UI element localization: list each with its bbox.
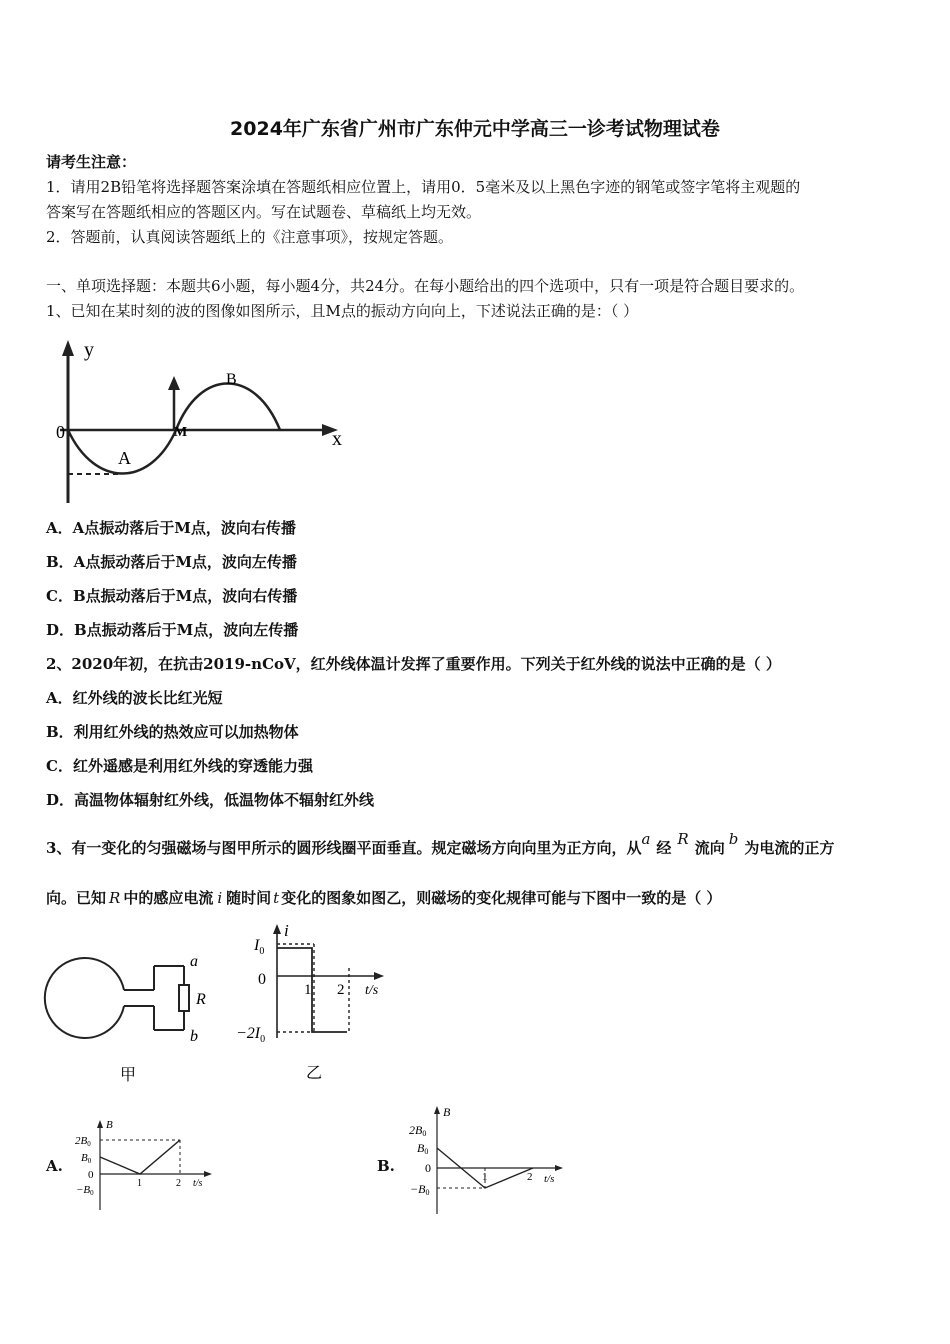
t-axis-arrow: [374, 972, 384, 980]
notice-line-3: 2．答题前，认真阅读答题纸上的《注意事项》，按规定答题。: [46, 228, 454, 246]
i0-label: [253, 937, 264, 957]
label-2b0-text-a: 2B: [75, 1135, 88, 1147]
q2-option-d[interactable]: D．高温物体辐射红外线，低温物体不辐射红外线: [46, 791, 375, 809]
label-zero-a: 0: [88, 1169, 94, 1181]
q3-stem-part1: 3、有一变化的匀强磁场与图甲所示的圆形线圈平面垂直。规定磁场方向向里为正方向，从: [46, 839, 642, 857]
symbol-r: R: [677, 830, 689, 848]
label-negb0-a: [76, 1184, 94, 1197]
coil-figure: [44, 948, 224, 1088]
b-axis-arrow-b: [434, 1106, 440, 1114]
neg-text: −2I: [236, 1025, 261, 1042]
resistor: [179, 985, 189, 1011]
q3-stem-part3: 流向: [694, 839, 725, 857]
neg-subscript: 0: [260, 1034, 266, 1045]
label-t-axis-b: t/s: [544, 1173, 555, 1185]
i-axis-arrow: [273, 924, 281, 934]
q3-stem-line-2: [46, 888, 721, 908]
y-axis-label: y: [84, 339, 94, 361]
label-b: b: [190, 1028, 198, 1045]
b-axis-arrow-a: [97, 1120, 103, 1128]
label-2b0-sub-b: 0: [422, 1129, 427, 1138]
symbol-b: b: [728, 830, 739, 848]
label-negb0-b: [410, 1182, 429, 1197]
notice-heading: 请考生注意：: [46, 153, 137, 171]
point-m-label: M: [174, 425, 188, 440]
i0-text: I: [254, 937, 260, 954]
label-negb0-sub-b: 0: [425, 1188, 430, 1197]
t2-label: 2: [337, 982, 345, 998]
x-axis-label: x: [332, 428, 342, 450]
section-heading: 一、单项选择题：本题共6小题，每小题4分，共24分。在每小题给出的四个选项中，只有一项是符合题目要求的。: [46, 277, 805, 295]
label-negb0-text-b: −B: [410, 1182, 426, 1196]
q3-line2-part4: 变化的图象如图乙，则磁场的变化规律可能与下图中一致的是（ ）: [281, 889, 722, 907]
i0-subscript: 0: [259, 946, 265, 957]
notice-line-1: 1．请用2B铅笔将选择题答案涂填在答题纸相应位置上，请用0．5毫米及以上黑色字迹的钢笔或签字笔将主观题的: [46, 178, 801, 196]
label-2b0-text-b: 2B: [409, 1123, 423, 1137]
q3-stem-part2: 经: [656, 839, 672, 857]
label-b0-b: [417, 1141, 428, 1156]
label-t1-b: 1: [482, 1171, 488, 1183]
label-a: a: [190, 953, 198, 970]
symbol-r-2: R: [109, 889, 121, 907]
t-axis-arrow-b: [555, 1165, 563, 1171]
zero-label: 0: [258, 971, 266, 988]
m-velocity-arrowhead: [168, 376, 180, 390]
label-b0-a: [81, 1152, 92, 1165]
b-axis-label-a: B: [106, 1119, 113, 1131]
q3-option-b-label[interactable]: B.: [377, 1157, 395, 1175]
b-axis-label-b: B: [443, 1105, 451, 1119]
q1-option-d[interactable]: D．B点振动落后于M点，波向左传播: [46, 621, 299, 639]
t-axis-arrow-a: [204, 1171, 212, 1177]
origin-label: 0: [56, 422, 65, 442]
symbol-i: i: [217, 889, 223, 907]
caption-yi: 乙: [306, 1065, 323, 1082]
symbol-t: t: [273, 889, 280, 907]
label-b0-text-a: B: [81, 1152, 88, 1164]
label-r: R: [196, 991, 206, 1008]
page-title: 2024年广东省广州市广东仲元中学高三一诊考试物理试卷: [230, 118, 720, 140]
i-axis-label: i: [284, 921, 289, 940]
label-t-axis-a: t/s: [193, 1178, 203, 1189]
label-b0-sub-a: 0: [87, 1157, 92, 1165]
label-b0-text-b: B: [417, 1141, 425, 1155]
label-2b0-a: [75, 1135, 91, 1148]
y-axis-arrow: [62, 340, 74, 356]
label-t1-a: 1: [137, 1178, 142, 1189]
q2-option-a[interactable]: A．红外线的波长比红光短: [46, 689, 223, 707]
t1-label: 1: [304, 982, 312, 998]
label-negb0-sub-a: 0: [90, 1189, 94, 1197]
neg-label: [236, 1025, 265, 1045]
label-zero-b: 0: [425, 1161, 431, 1175]
q3-option-b-graph[interactable]: [403, 1104, 573, 1219]
point-a-label: A: [118, 448, 131, 468]
label-t2-b: 2: [527, 1171, 533, 1183]
q3-option-a-label[interactable]: A.: [46, 1157, 63, 1175]
q3-line2-part2: 中的感应电流: [123, 889, 214, 907]
b-curve-a: [100, 1140, 180, 1174]
q1-option-a[interactable]: A．A点振动落后于M点，波向右传播: [46, 519, 296, 537]
q1-wave-figure: [50, 338, 350, 508]
symbol-a: a: [641, 830, 651, 848]
q1-option-b[interactable]: B．A点振动落后于M点，波向左传播: [46, 553, 297, 571]
label-2b0-sub-a: 0: [87, 1140, 91, 1148]
point-b-label: B: [226, 371, 237, 388]
q1-option-c[interactable]: C．B点振动落后于M点，波向右传播: [46, 587, 298, 605]
q3-stem-line-1: [46, 830, 835, 858]
q1-stem: 1、已知在某时刻的波的图像如图所示，且M点的振动方向向上，下述说法正确的是：（ ）: [46, 302, 639, 320]
label-b0-sub-b: 0: [424, 1147, 429, 1156]
q2-option-b[interactable]: B．利用红外线的热效应可以加热物体: [46, 723, 299, 741]
q2-option-c[interactable]: C．红外遥感是利用红外线的穿透能力强: [46, 757, 313, 775]
q3-option-a-graph[interactable]: [66, 1118, 216, 1218]
t-axis-label: t/s: [365, 983, 379, 998]
coil-loop: [45, 958, 124, 1038]
q3-line2-part3: 随时间: [226, 889, 272, 907]
q3-line2-part1: 向。已知: [46, 889, 107, 907]
current-time-graph: [232, 918, 392, 1090]
caption-jia: 甲: [120, 1067, 137, 1084]
q3-stem-part4: 为电流的正方: [744, 839, 835, 857]
q2-stem: 2、2020年初，在抗击2019-nCoV，红外线体温计发挥了重要作用。下列关于红外线的说法中正确的是（ ）: [46, 655, 781, 673]
notice-line-2: 答案写在答题纸相应的答题区内。写在试题卷、草稿纸上均无效。: [46, 203, 482, 221]
label-2b0-b: [409, 1123, 426, 1138]
label-t2-a: 2: [176, 1178, 181, 1189]
label-negb0-text-a: −B: [76, 1184, 91, 1196]
